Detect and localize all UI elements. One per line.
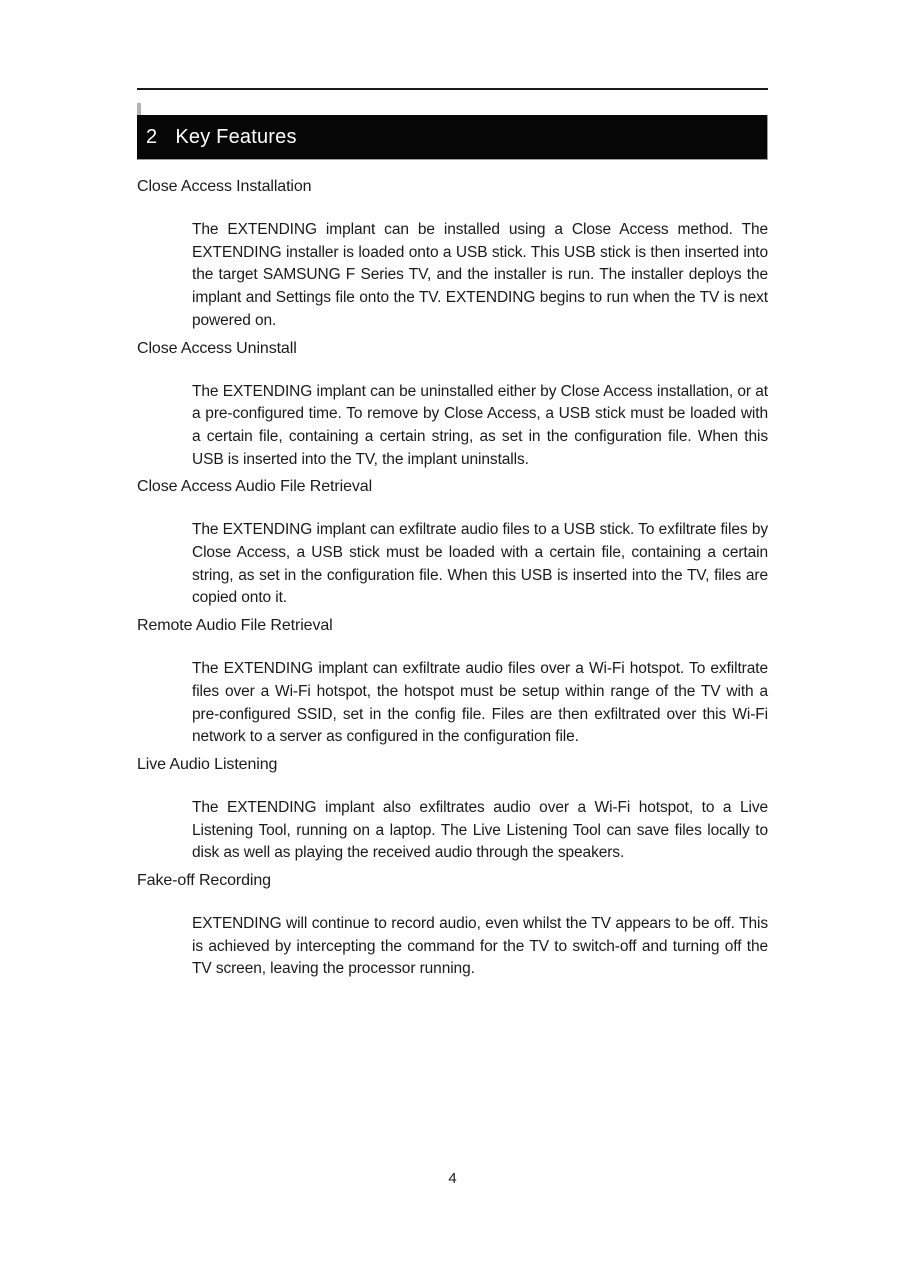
page-number: 4 <box>448 1170 457 1187</box>
section-fake-off-recording <box>137 871 768 981</box>
feature-heading: Close Access Audio File Retrieval <box>137 478 373 496</box>
feature-paragraph: The EXTENDING implant also exfiltrates audio over a Wi-Fi hotspot, to a Live Listening Tool, running on a laptop. The Live Listening Tool can save files locally to disk as well as playing the received audio through the speakers. <box>192 798 768 862</box>
feature-paragraph: The EXTENDING implant can exfiltrate audio files to a USB stick. To exfiltrate files by Close Access, a USB stick must be loaded with a certain file, containing a certain string, as set in the configuration file. When this USB is inserted into the TV, files are copied onto it. <box>192 521 768 607</box>
section-close-access-audio-file-retrieval <box>137 477 768 610</box>
section-close-access-installation <box>137 177 768 333</box>
feature-heading: Fake-off Recording <box>137 872 271 890</box>
section-live-audio-listening <box>137 755 768 865</box>
section-title: Key Features <box>175 125 297 148</box>
section-close-access-uninstall <box>137 339 768 472</box>
feature-paragraph: The EXTENDING implant can exfiltrate audio files over a Wi-Fi hotspot. To exfiltrate files over a Wi-Fi hotspot, the hotspot must be setup within range of the TV with a pre-configured SSID, set in the config file. Files are then exfiltrated over this Wi-Fi network to a server as configured in the configuration file. <box>192 660 768 746</box>
feature-heading: Remote Audio File Retrieval <box>137 617 333 635</box>
feature-paragraph: EXTENDING will continue to record audio, even whilst the TV appears to be off. This is achieved by intercepting the command for the TV to switch-off and turning off the TV screen, leaving the processor running. <box>192 915 768 978</box>
section-header-bar <box>137 115 768 160</box>
top-rule <box>137 88 768 90</box>
feature-heading: Close Access Uninstall <box>137 339 297 357</box>
section-number: 2 <box>146 125 158 148</box>
feature-heading: Live Audio Listening <box>137 755 278 773</box>
feature-paragraph: The EXTENDING implant can be uninstalled either by Close Access installation, or at a pre-configured time. To remove by Close Access, a USB stick must be loaded with a certain file, containing a certain string, as set in the configuration file. When this USB is inserted into the TV, the implant uninstalls. <box>192 382 768 468</box>
feature-paragraph: The EXTENDING implant can be installed using a Close Access method. The EXTENDING installer is loaded onto a USB stick. This USB stick is then inserted into the target SAMSUNG F Series TV, and the installer is run. The installer deploys the implant and Settings file onto the TV. EXTENDING begins to run when the TV is next powered on. <box>192 221 768 329</box>
section-remote-audio-file-retrieval <box>137 616 768 749</box>
document-content <box>137 0 768 981</box>
feature-heading: Close Access Installation <box>137 178 312 195</box>
